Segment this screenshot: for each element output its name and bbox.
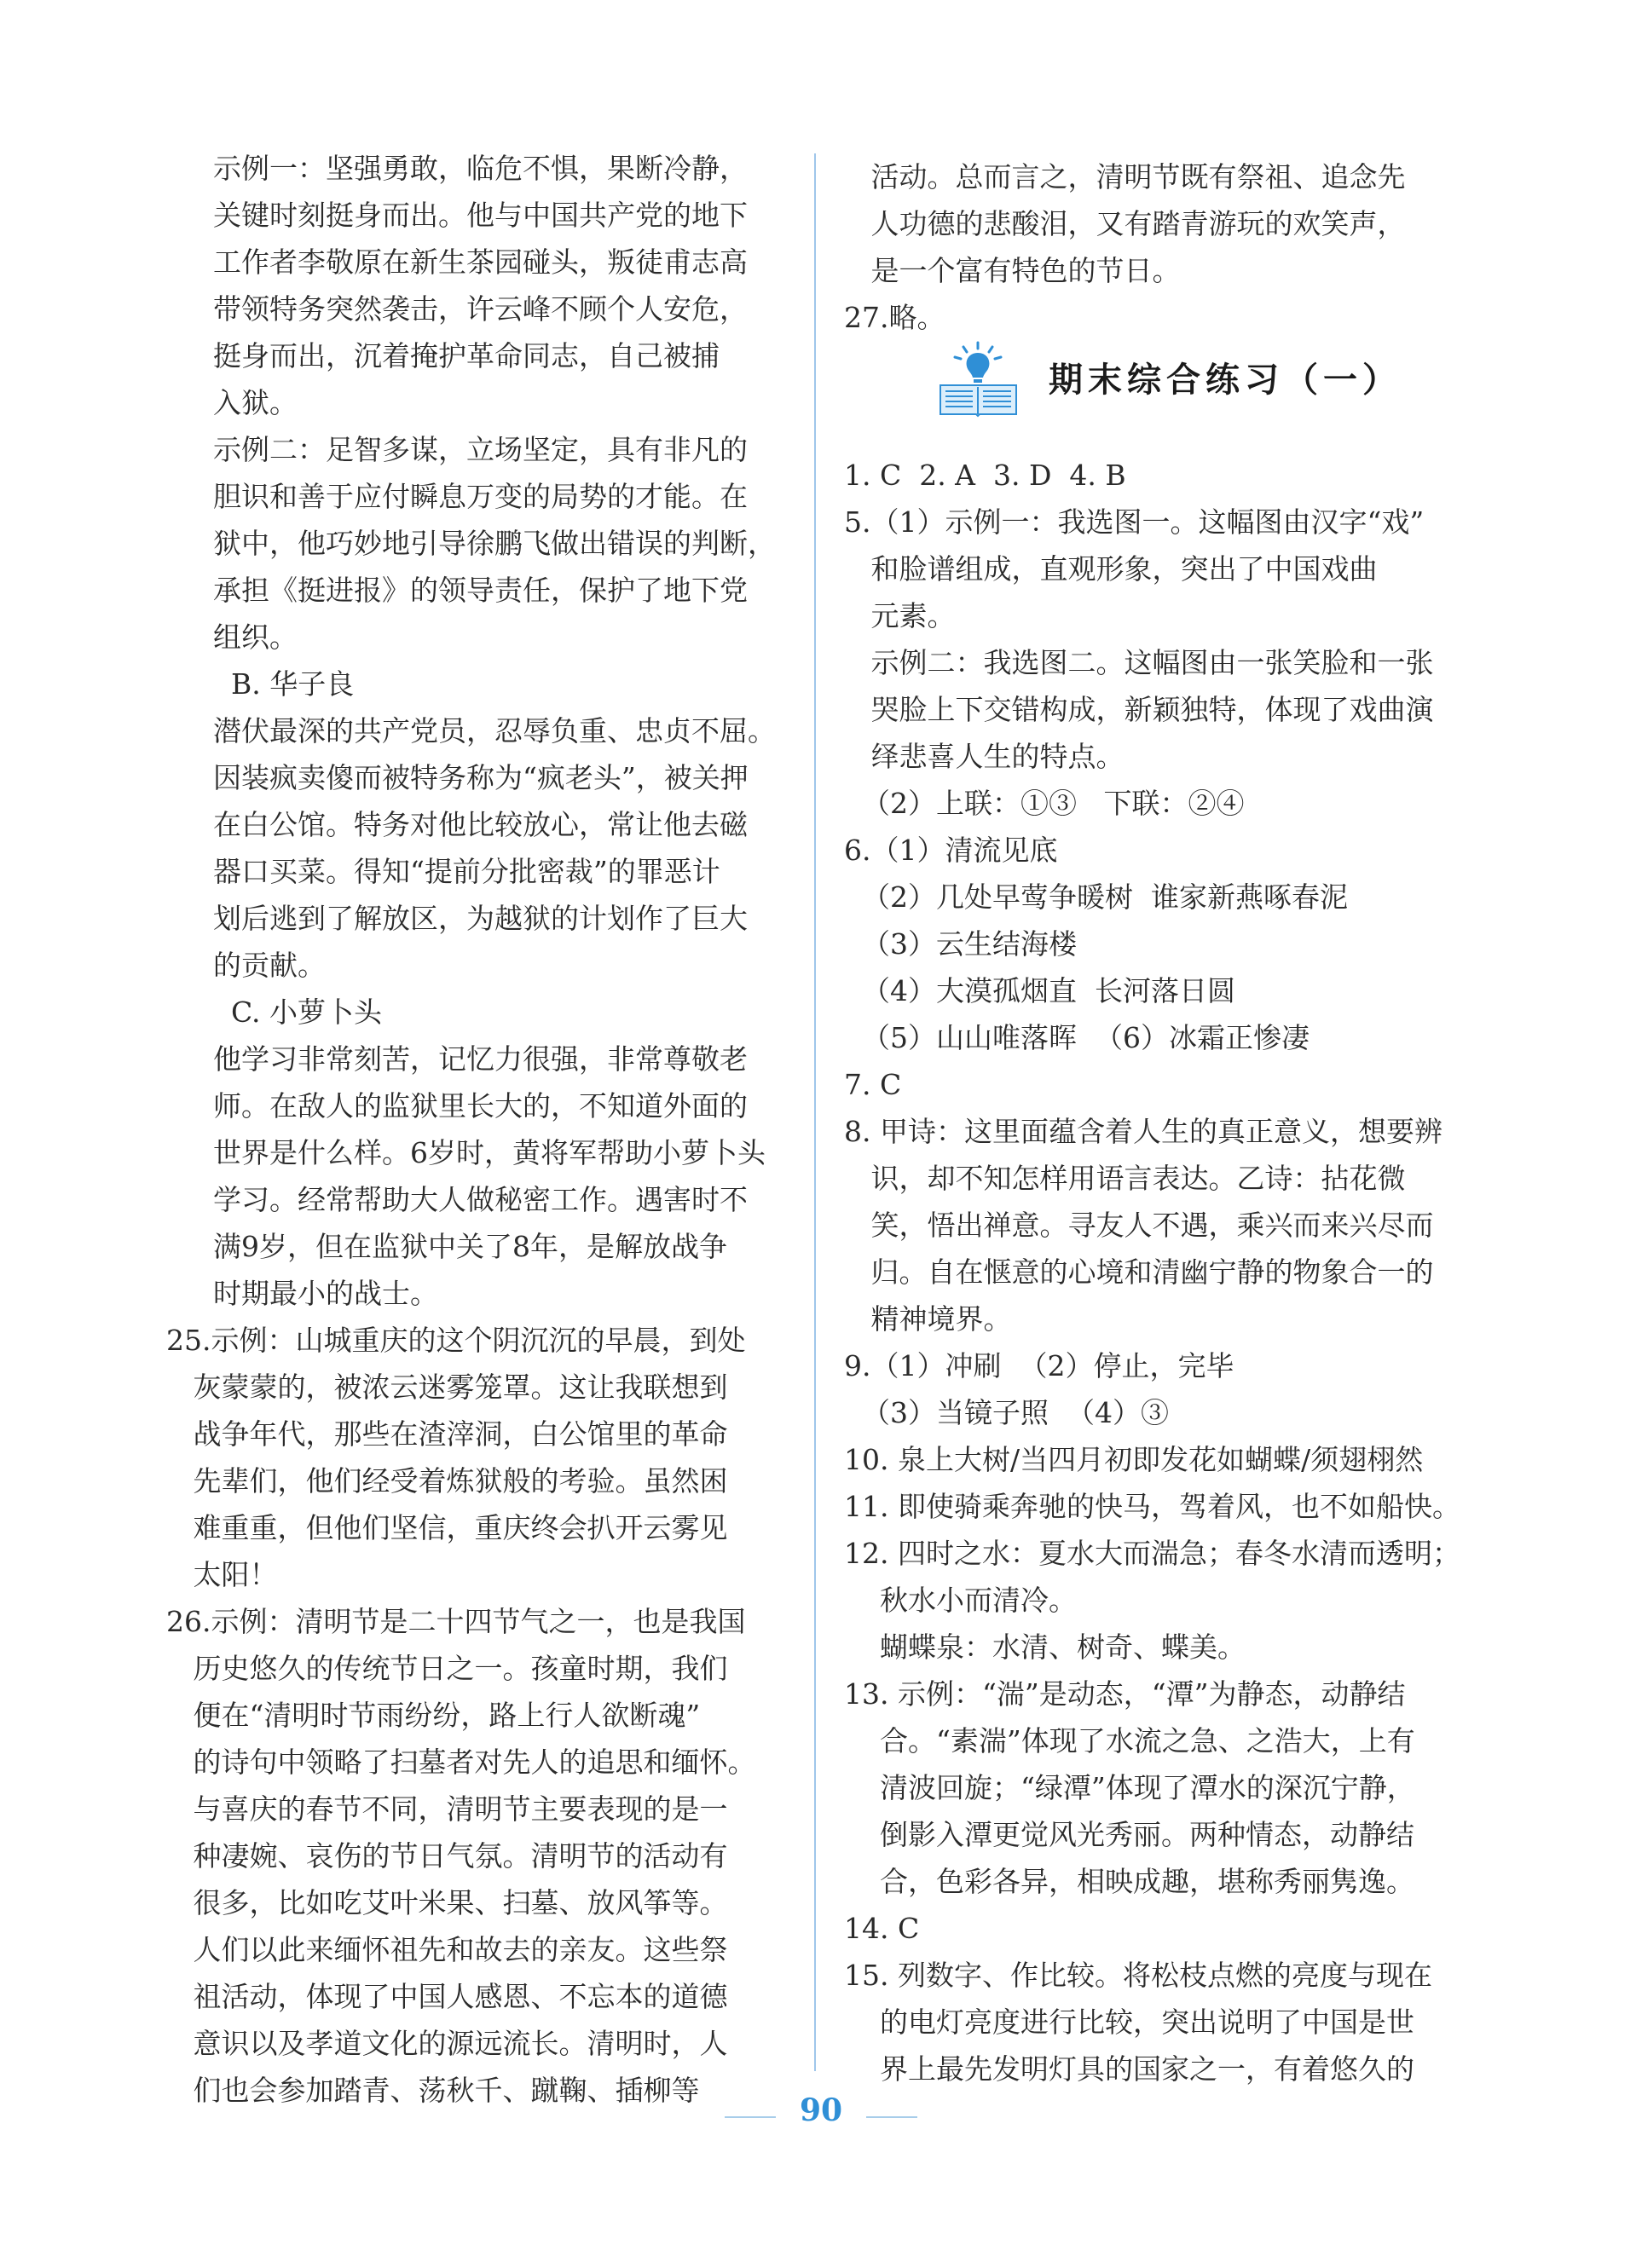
text-line: 示例一：坚强勇敢，临危不惧，果断冷静， [213,152,748,185]
text-line: 倒影入潭更觉风光秀丽。两种情态，动静结 [844,1818,1414,1851]
text-line: 25.示例：山城重庆的这个阴沉沉的早晨，到处 [166,1324,746,1357]
text-line: 战争年代，那些在渣滓洞，白公馆里的革命 [166,1417,728,1451]
text-line: 示例二：足智多谋，立场坚定，具有非凡的 [213,433,748,466]
text-line: 时期最小的战士。 [213,1277,438,1310]
text-line: 归。自在惬意的心境和清幽宁静的物象合一的 [844,1255,1434,1289]
text-line: 的诗句中领略了扫墓者对先人的追思和缅怀。 [166,1746,756,1779]
text-line: 灰蒙蒙的，被浓云迷雾笼罩。这让我联想到 [166,1371,728,1404]
page-footer [0,2092,1642,2128]
text-line: 与喜庆的春节不同，清明节主要表现的是一 [166,1792,728,1826]
text-line: 9.（1）冲刷 （2）停止，完毕 [844,1349,1234,1382]
text-line: 因装疯卖傻而被特务称为“疯老头”，被关押 [213,761,749,794]
text-line: 5.（1）示例一：我选图一。这幅图由汉字“戏” [844,505,1425,539]
text-line: 划后逃到了解放区，为越狱的计划作了巨大 [213,902,748,935]
text-line: 历史悠久的传统节日之一。孩童时期，我们 [166,1652,728,1685]
text-line: 1. C 2. A 3. D 4. B [844,459,1126,492]
text-line: 13. 示例：“湍”是动态，“潭”为静态，动静结 [844,1677,1406,1711]
text-line: 15. 列数字、作比较。将松枝点燃的亮度与现在 [844,1959,1432,1992]
text-line: 14. C [844,1912,920,1945]
text-line: 潜伏最深的共产党员，忍辱负重、忠贞不屈。 [213,714,776,747]
text-line: （4）大漠孤烟直 长河落日圆 [844,974,1235,1007]
text-line: 很多，比如吃艾叶米果、扫墓、放风筝等。 [166,1886,728,1919]
text-line: 胆识和善于应付瞬息万变的局势的才能。在 [213,480,748,513]
text-line: 识，却不知怎样用语言表达。乙诗：拈花微 [844,1162,1406,1195]
text-line: 8. 甲诗：这里面蕴含着人生的真正意义，想要辨 [844,1115,1443,1148]
text-line: （2）上联：①③ 下联：②④ [844,787,1245,820]
text-line: 满9岁，但在监狱中关了8年，是解放战争 [213,1230,727,1263]
text-line: 难重重，但他们坚信，重庆终会扒开云雾见 [166,1511,728,1544]
answer-block [166,1598,784,2114]
text-line: 在白公馆。特务对他比较放心，常让他去磁 [213,808,748,841]
text-line: 学习。经常帮助大人做秘密工作。遇害时不 [213,1183,748,1216]
text-line: 是一个富有特色的节日。 [844,254,1181,287]
section-heading [934,341,1402,418]
footer-rule-left [725,2116,776,2118]
text-line: 承担《挺进报》的领导责任，保护了地下党 [213,574,748,607]
text-line: 哭脸上下交错构成，新颖独特，体现了戏曲演 [844,693,1434,726]
answer-block [213,989,784,1036]
text-line: 世界是什么样。6岁时，黄将军帮助小萝卜头 [213,1136,766,1169]
text-line: 组织。 [213,620,298,654]
text-line: 10. 泉上大树/当四月初即发花如蝴蝶/须翅栩然 [844,1443,1424,1476]
text-line: 6.（1）清流见底 [844,834,1058,867]
answer-block [213,426,784,661]
text-line: 狱中，他巧妙地引导徐鹏飞做出错误的判断， [213,527,776,560]
text-line: 的贡献。 [213,949,326,982]
answer-block [166,1317,784,1598]
text-line: 师。在敌人的监狱里长大的，不知道外面的 [213,1089,748,1122]
answer-block [844,153,1462,341]
text-line: 挺身而出，沉着掩护革命同志，自己被捕 [213,339,720,372]
text-line: 笑，悟出禅意。寻友人不遇，乘兴而来兴尽而 [844,1209,1434,1242]
text-line: 绎悲喜人生的特点。 [844,740,1125,773]
text-line: 们也会参加踏青、荡秋千、蹴鞠、插柳等 [166,2074,700,2107]
text-line: B. 华子良 [213,667,355,701]
text-line: 7. C [844,1068,902,1101]
text-line: 工作者李敬原在新生茶园碰头，叛徒甫志高 [213,245,748,279]
text-line: 元素。 [844,599,956,632]
text-line: 祖活动，体现了中国人感恩、不忘本的道德 [166,1980,728,2013]
text-line: 27.略。 [844,301,945,334]
text-line: 合，色彩各异，相映成趣，堪称秀丽隽逸。 [844,1865,1414,1898]
text-line: 种凄婉、哀伤的节日气氛。清明节的活动有 [166,1839,728,1873]
text-line: 人们以此来缅怀祖先和故去的亲友。这些祭 [166,1933,728,1966]
text-line: 关键时刻挺身而出。他与中国共产党的地下 [213,199,748,232]
answer-block [213,707,784,989]
column-divider [814,153,816,2071]
text-line: 合。“素湍”体现了水流之急、之浩大，上有 [844,1724,1415,1757]
text-line: C. 小萝卜头 [213,995,383,1029]
section-title: 期末综合练习（一） [1049,361,1402,400]
text-line: 界上最先发明灯具的国家之一，有着悠久的 [844,2052,1414,2086]
text-line: 精神境界。 [844,1302,1012,1336]
text-line: 入狱。 [213,386,298,419]
text-line: 11. 即使骑乘奔驰的快马，驾着风，也不如船快。 [844,1490,1460,1523]
text-line: 秋水小而清冷。 [844,1584,1077,1617]
text-line: （2）几处早莺争暖树 谁家新燕啄春泥 [844,880,1348,914]
text-line: 意识以及孝道文化的源远流长。清明时，人 [166,2027,728,2060]
text-line: 太阳！ [166,1558,278,1591]
text-line: 先辈们，他们经受着炼狱般的考验。虽然困 [166,1464,728,1498]
text-line: 26.示例：清明节是二十四节气之一，也是我国 [166,1605,746,1638]
text-line: 清波回旋；“绿潭”体现了潭水的深沉宁静， [844,1771,1415,1804]
text-line: 和脸谱组成，直观形象，突出了中国戏曲 [844,552,1378,586]
text-line: 带领特务突然袭击，许云峰不顾个人安危， [213,292,748,326]
text-line: 活动。总而言之，清明节既有祭祖、追念先 [844,160,1406,193]
page-number: 90 [799,2092,843,2128]
answer-block [213,1036,784,1317]
text-line: （3）云生结海楼 [844,927,1077,961]
answer-block [213,145,784,426]
text-line: 12. 四时之水：夏水大而湍急；春冬水清而透明； [844,1537,1460,1570]
answer-block [213,661,784,707]
answer-block [844,452,1462,2092]
text-line: 便在“清明时节雨纷纷，路上行人欲断魂” [166,1699,701,1732]
open-book-lightbulb-icon [934,341,1023,418]
text-line: 示例二：我选图二。这幅图由一张笑脸和一张 [844,646,1434,679]
text-line: （5）山山唯落晖 （6）冰霜正惨凄 [844,1021,1310,1054]
text-line: 的电灯亮度进行比较，突出说明了中国是世 [844,2005,1414,2039]
text-line: （3）当镜子照 （4）③ [844,1396,1169,1429]
text-line: 蝴蝶泉：水清、树奇、蝶美。 [844,1630,1246,1664]
footer-rule-right [866,2116,917,2118]
text-line: 器口买菜。得知“提前分批密裁”的罪恶计 [213,855,720,888]
text-line: 他学习非常刻苦，记忆力很强，非常尊敬老 [213,1042,748,1076]
text-line: 人功德的悲酸泪，又有踏青游玩的欢笑声， [844,207,1406,240]
